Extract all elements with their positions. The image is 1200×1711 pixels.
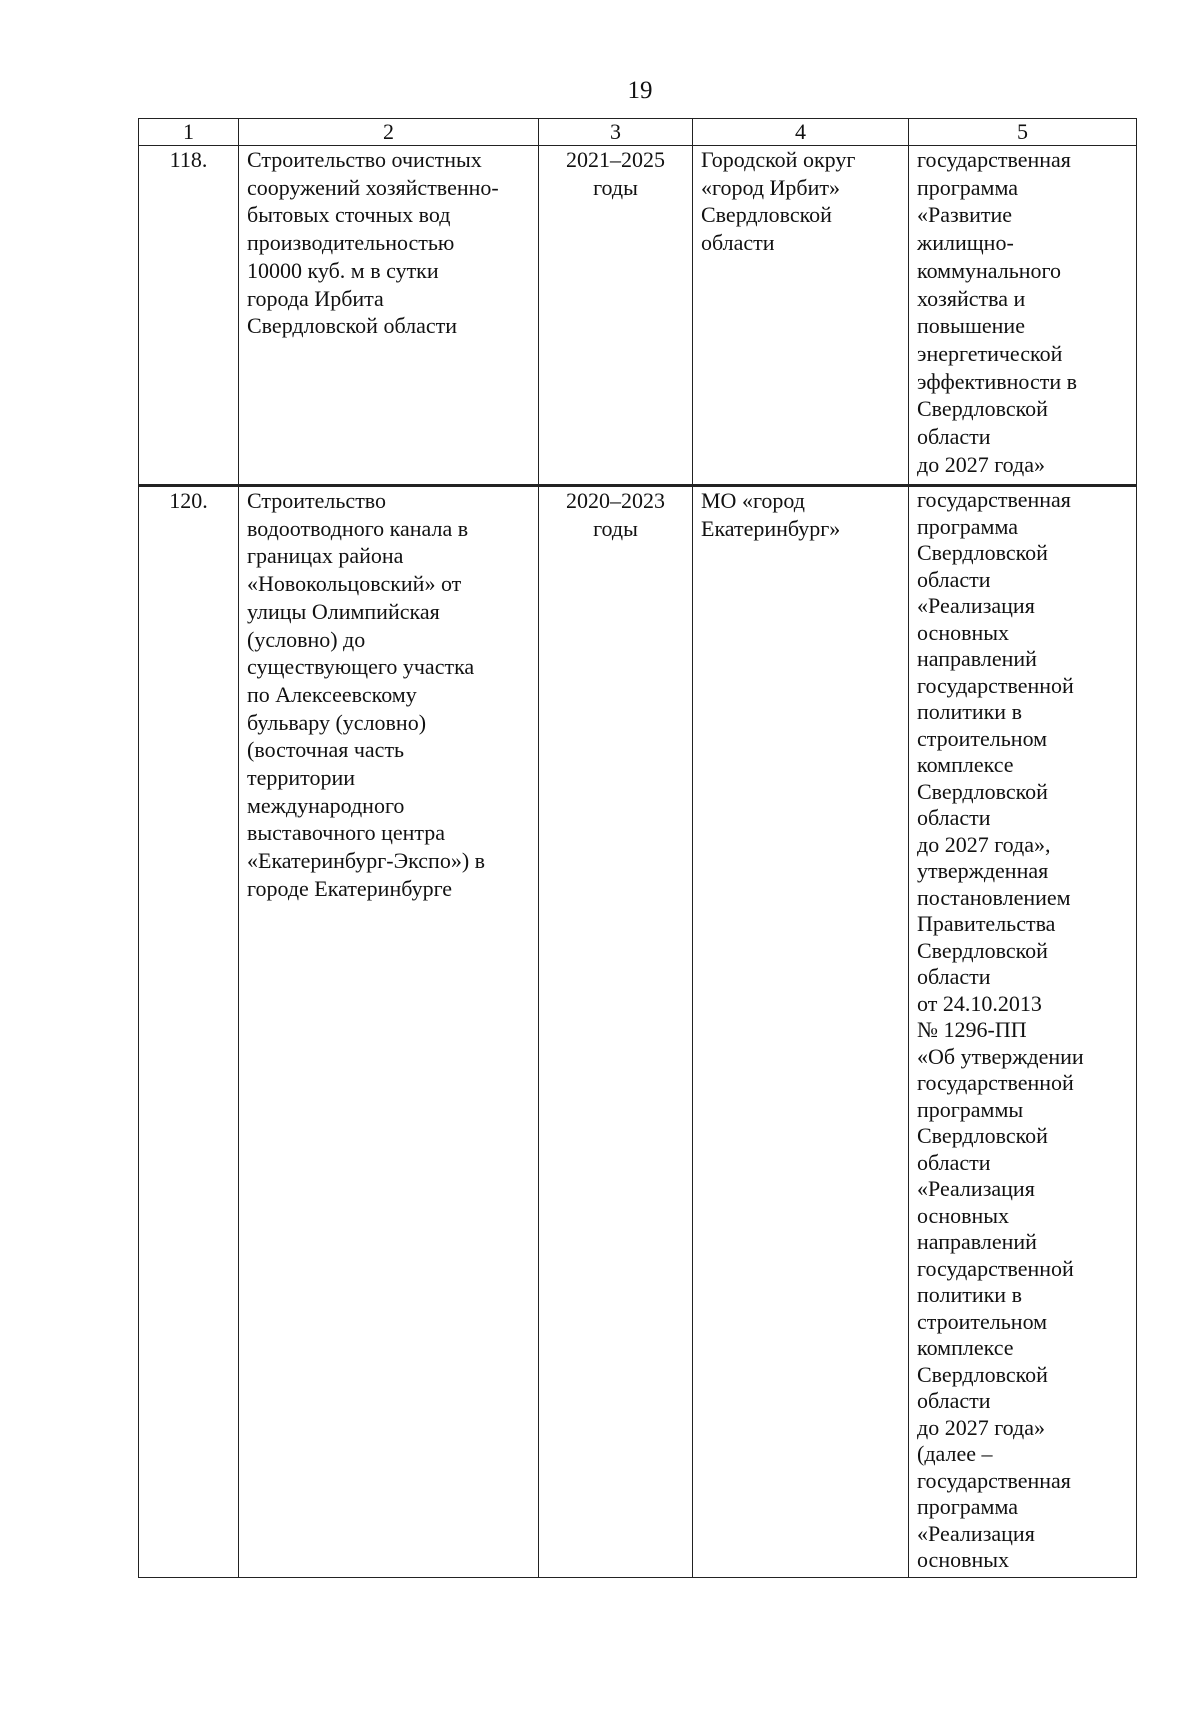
cell-line: производительностью	[247, 230, 455, 256]
cell-line: Свердловской	[917, 540, 1048, 565]
cell-line: международного	[247, 792, 405, 818]
cell-line: программа	[917, 1494, 1019, 1519]
cell-line: (условно) до	[247, 626, 366, 652]
cell-line: «Реализация	[917, 1520, 1035, 1546]
cell-line: области	[917, 1149, 991, 1175]
cell-line: «Реализация	[917, 593, 1035, 618]
cell-line: программы	[917, 1096, 1024, 1122]
cell-line: политики в	[917, 1282, 1022, 1307]
cell-line: основных	[917, 1547, 1010, 1572]
cell-line: МО «город	[701, 488, 805, 513]
project-location	[693, 486, 909, 1578]
cell-line: жилищно-	[917, 230, 1014, 256]
cell-line: существующего участка	[247, 654, 475, 680]
cell-line: Городской округ	[701, 147, 856, 172]
cell-line: области	[917, 566, 991, 592]
cell-line: Свердловской	[701, 202, 832, 228]
cell-line: государственной	[917, 1255, 1074, 1281]
cell-line: Свердловской	[917, 396, 1048, 422]
project-period	[539, 146, 693, 486]
cell-line: программа	[917, 513, 1019, 539]
cell-line: 2020–2023	[566, 488, 665, 513]
cell-line: направлений	[917, 1229, 1037, 1254]
cell-line: «Развитие	[917, 202, 1013, 228]
cell-line: годы	[593, 174, 638, 200]
cell-line: территории	[247, 765, 356, 791]
table-header-row	[139, 119, 1137, 146]
cell-line: области	[917, 1388, 991, 1413]
cell-line: Екатеринбург»	[701, 515, 841, 541]
cell-line: «Екатеринбург-Экспо») в	[247, 848, 486, 874]
column-header: 1	[139, 119, 239, 146]
cell-line: политики в	[917, 699, 1022, 724]
cell-line: эффективности в	[917, 368, 1077, 394]
cell-line: Правительства	[917, 911, 1056, 936]
cell-line: Свердловской	[917, 1361, 1048, 1387]
cell-line: «Реализация	[917, 1176, 1035, 1201]
cell-line: государственная	[917, 1467, 1071, 1493]
row-number: 118.	[139, 146, 239, 486]
cell-line: области	[917, 424, 991, 450]
cell-line: области	[701, 230, 775, 256]
state-program	[909, 486, 1137, 1578]
cell-line: (далее –	[917, 1441, 993, 1466]
page-number: 19	[627, 77, 653, 104]
cell-line: направлений	[917, 646, 1037, 671]
cell-line: государственной	[917, 1070, 1074, 1095]
cell-line: повышение	[917, 313, 1025, 339]
cell-line: границах района	[247, 543, 404, 569]
cell-line: «Об утверждении	[917, 1043, 1084, 1069]
project-period	[539, 486, 693, 1578]
cell-line: от 24.10.2013	[917, 990, 1042, 1016]
cell-line: города Ирбита	[247, 285, 384, 311]
cell-line: бытовых сточных вод	[247, 202, 451, 228]
cell-line: бульвару (условно)	[247, 709, 427, 735]
cell-line: «город Ирбит»	[701, 174, 841, 200]
cell-line: до 2027 года»	[917, 451, 1045, 477]
column-header: 2	[239, 119, 539, 146]
cell-line: комплексе	[917, 752, 1014, 777]
cell-line: постановлением	[917, 884, 1071, 910]
cell-line: утвержденная	[917, 858, 1049, 883]
cell-line: государственной	[917, 672, 1074, 698]
cell-line: строительном	[917, 725, 1048, 751]
cell-line: хозяйства и	[917, 285, 1026, 311]
cell-line: № 1296-ПП	[917, 1017, 1027, 1042]
row-number: 120.	[139, 486, 239, 1578]
cell-line: водоотводного канала в	[247, 515, 469, 541]
cell-line: выставочного центра	[247, 820, 446, 846]
column-header: 5	[909, 119, 1137, 146]
cell-line: основных	[917, 619, 1010, 645]
cell-line: сооружений хозяйственно-	[247, 174, 499, 200]
table-row	[139, 486, 1137, 1578]
cell-line: Строительство очистных	[247, 147, 482, 172]
cell-line: Свердловской	[917, 778, 1048, 804]
cell-line: Свердловской	[917, 937, 1048, 963]
cell-line: до 2027 года»,	[917, 831, 1051, 857]
cell-line: программа	[917, 174, 1019, 200]
cell-line: по Алексеевскому	[247, 681, 417, 707]
column-header: 4	[693, 119, 909, 146]
cell-line: городе Екатеринбурге	[247, 875, 453, 901]
column-header: 3	[539, 119, 693, 146]
project-name	[239, 146, 539, 486]
cell-line: улицы Олимпийская	[247, 598, 440, 624]
cell-line: (восточная часть	[247, 737, 405, 763]
cell-line: строительном	[917, 1308, 1048, 1334]
project-name	[239, 486, 539, 1578]
cell-line: комплексе	[917, 1335, 1014, 1360]
cell-line: 2021–2025	[566, 147, 665, 172]
cell-line: Строительство	[247, 488, 387, 513]
table-row	[139, 146, 1137, 486]
cell-line: энергетической	[917, 340, 1063, 366]
cell-line: до 2027 года»	[917, 1414, 1045, 1440]
cell-line: государственная	[917, 147, 1071, 172]
cell-line: Свердловской области	[247, 313, 457, 339]
cell-line: области	[917, 964, 991, 989]
cell-line: годы	[593, 515, 638, 541]
cell-line: 10000 куб. м в сутки	[247, 257, 439, 283]
cell-line: «Новокольцовский» от	[247, 571, 462, 597]
cell-line: коммунального	[917, 257, 1061, 283]
projects-table	[138, 118, 1137, 1578]
cell-line: основных	[917, 1202, 1010, 1228]
cell-line: государственная	[917, 487, 1071, 512]
cell-line: области	[917, 805, 991, 830]
cell-line: Свердловской	[917, 1123, 1048, 1148]
state-program	[909, 146, 1137, 486]
project-location	[693, 146, 909, 486]
